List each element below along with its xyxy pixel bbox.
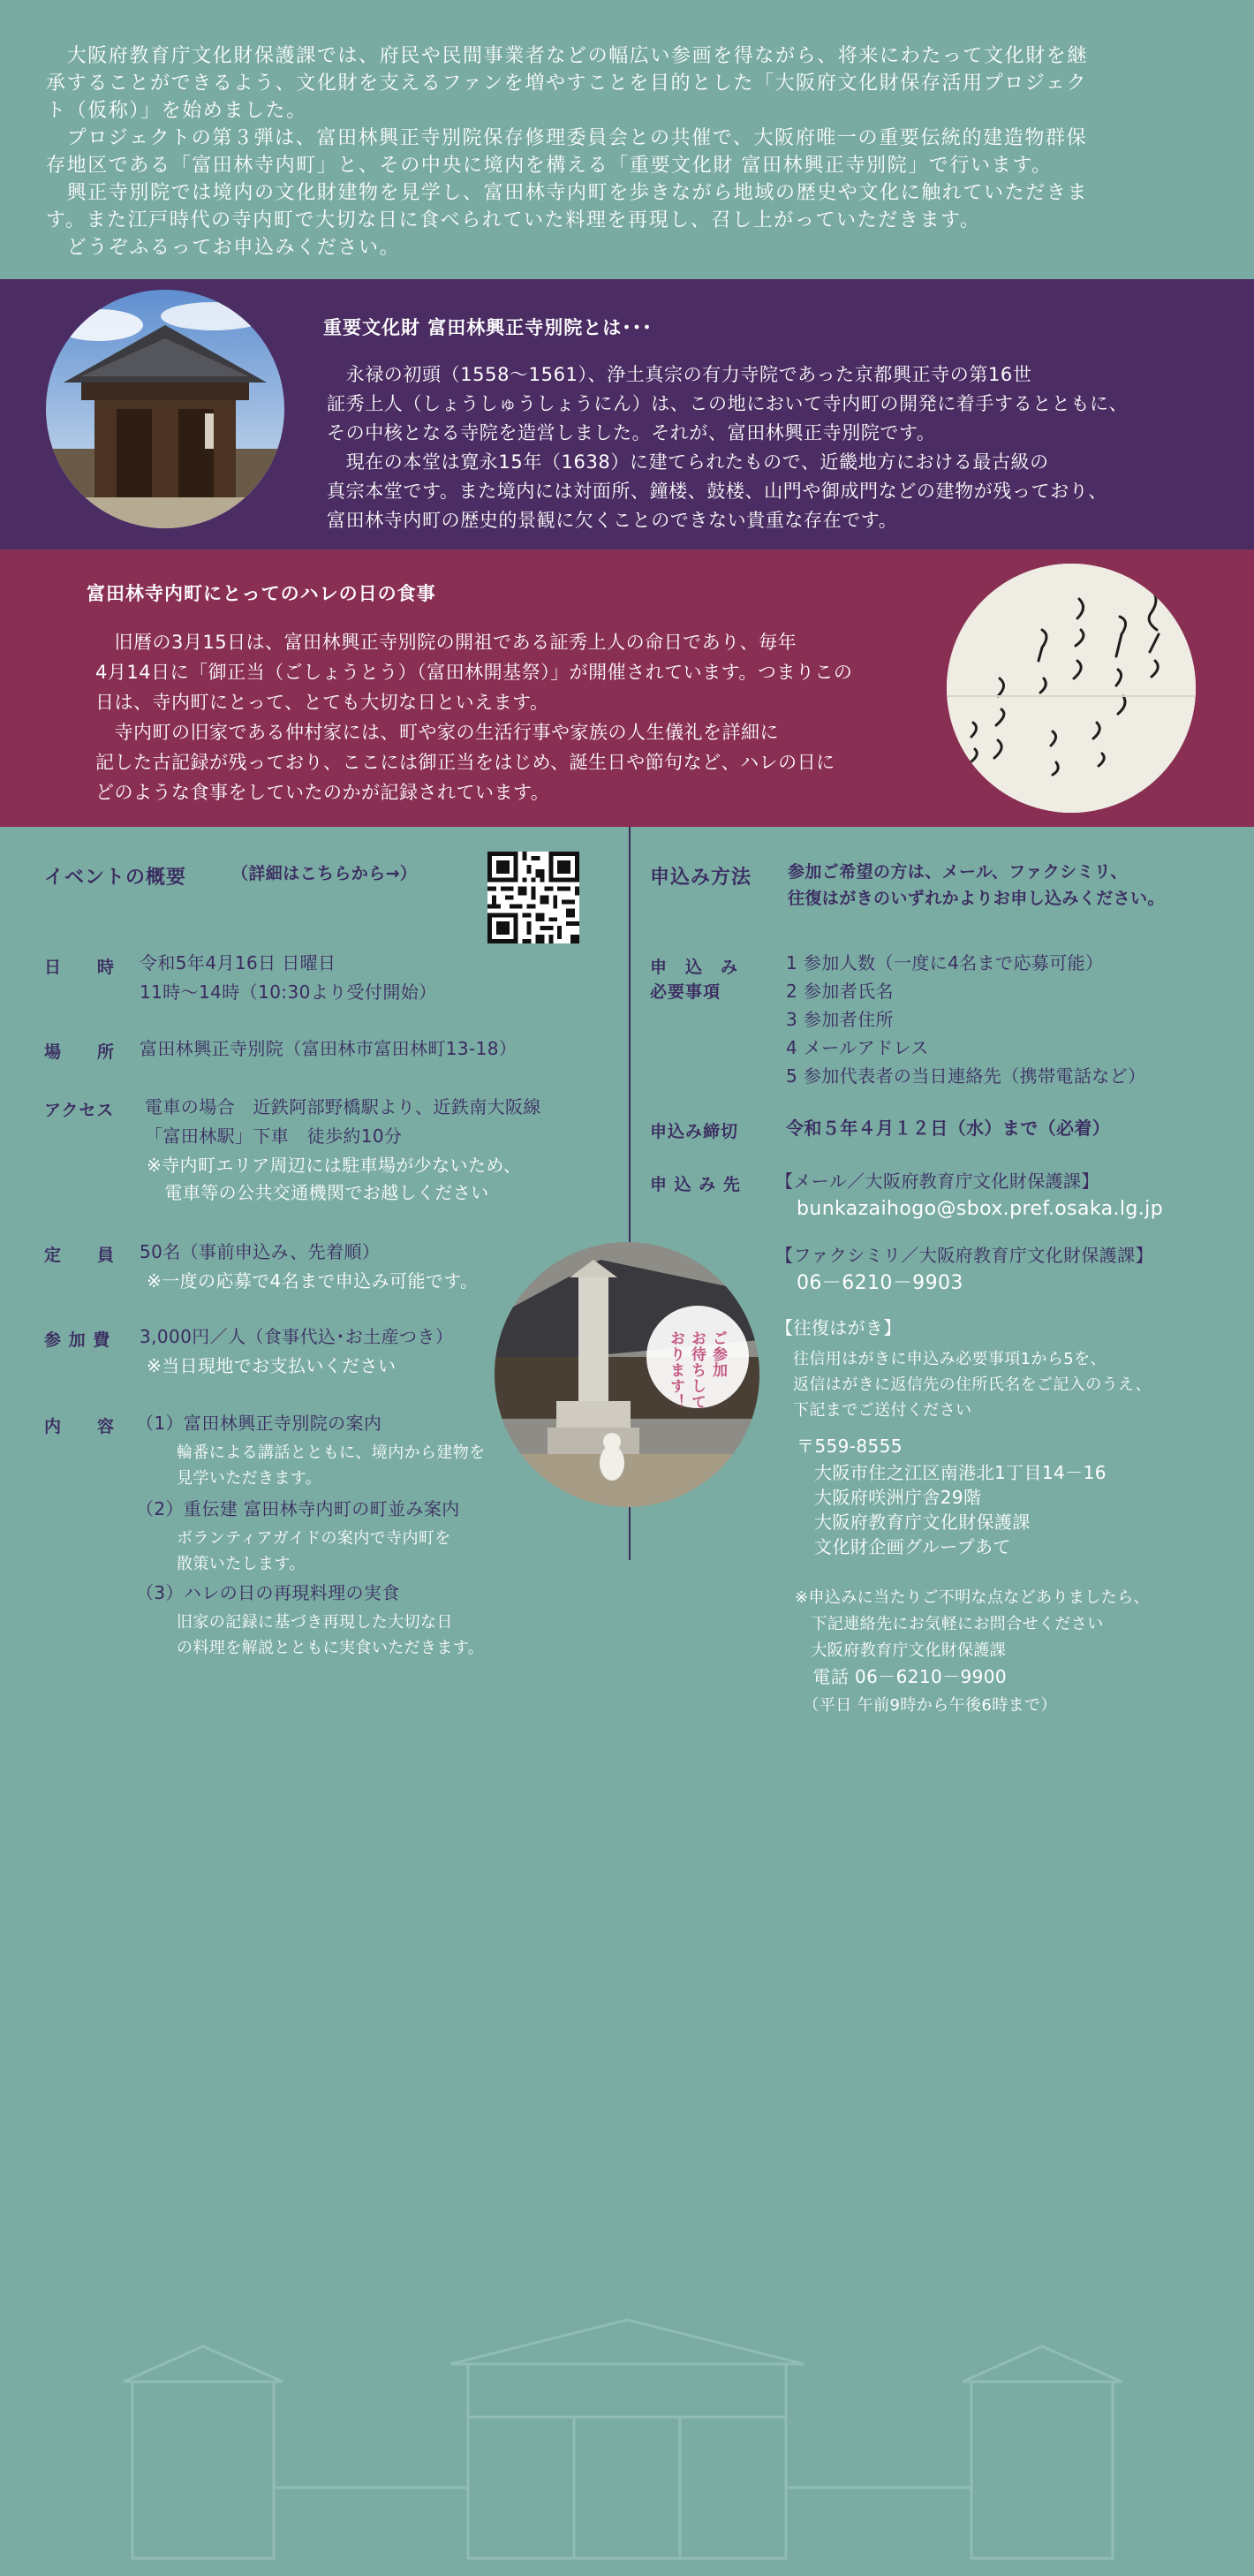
access-line: 電車の場合 近鉄阿部野橋駅より、近鉄南大阪線 bbox=[145, 1096, 541, 1118]
intro-line: プロジェクトの第３弾は、富田林興正寺別院保存修理委員会との共催で、大阪府唯一の重要伝統的建造物群保 bbox=[46, 127, 1088, 149]
intro-line: 大阪府教育庁文化財保護課では、府民や民間事業者などの幅広い参画を得ながら、将来にわたって文化財を継 bbox=[46, 45, 1089, 67]
content-item-desc: 輪番による講話とともに、境内から建物を bbox=[177, 1443, 486, 1462]
intro-line: 存地区である「富田林寺内町」と、その中央に境内を構える「重要文化財 富田林興正寺別院」で行います。 bbox=[46, 155, 1053, 177]
hare-line: どのような食事をしていたのかが記録されています。 bbox=[95, 782, 550, 803]
qr-code-icon bbox=[487, 852, 579, 943]
temple-line: その中核となる寺院を造営しました。それが、富田林興正寺別院です。 bbox=[327, 422, 936, 443]
temple-line: 真宗本堂です。また境内には対面所、鐘楼、鼓楼、山門や御成門などの建物が残っており、 bbox=[327, 481, 1107, 502]
required-label: 必要事項 bbox=[650, 982, 721, 1002]
address-line: 大阪市住之江区南港北1丁目14－16 bbox=[814, 1462, 1107, 1483]
inquiry-line: 大阪府教育庁文化財保護課 bbox=[795, 1641, 1007, 1660]
welcome-bubble bbox=[658, 1330, 729, 1410]
hare-line: 記した古記録が残っており、ここには御正当をはじめ、誕生日や節句など、ハレの日に bbox=[95, 752, 835, 773]
deadline-value: 令和５年４月１２日（水）まで（必着） bbox=[786, 1118, 1111, 1139]
content-item-title: （2）重伝建 富田林寺内町の町並み案内 bbox=[136, 1498, 460, 1519]
required-item: 1 参加人数（一度に4名まで応募可能） bbox=[786, 952, 1104, 974]
hare-line: 4月14日に「御正当（ごしょうとう）（富田林開基祭）」が開催されています。つまりこの bbox=[95, 662, 853, 683]
event-heading: イベントの概要 bbox=[44, 867, 187, 889]
postcard-line: 下記までご送付ください bbox=[793, 1401, 972, 1420]
fax-title: 【ファクシミリ／大阪府教育庁文化財保護課】 bbox=[775, 1245, 1153, 1266]
welcome-bubble-line: お待ちして bbox=[688, 1330, 706, 1410]
email-address[interactable]: bunkazaihogo@sbox.pref.osaka.lg.jp bbox=[797, 1198, 1164, 1220]
hare-line: 寺内町の旧家である仲村家には、町や家の生活行事や家族の人生儀礼を詳細に bbox=[95, 722, 779, 743]
content-item-desc: 散策いたします。 bbox=[177, 1555, 306, 1573]
inquiry-line: ※申込みに当たりご不明な点などありましたら、 bbox=[795, 1588, 1150, 1607]
temple-line: 富田林寺内町の歴史的景観に欠くことのできない貴重な存在です。 bbox=[327, 510, 898, 531]
address-line: 大阪府教育庁文化財保護課 bbox=[814, 1512, 1031, 1533]
content-item-desc: の料理を解説とともに実食いただきます。 bbox=[177, 1639, 485, 1657]
fee-label: 参 加 費 bbox=[44, 1330, 111, 1350]
temple-line: 永禄の初頭（1558～1561）、浄土真宗の有力寺院であった京都興正寺の第16世 bbox=[327, 364, 1032, 385]
inquiry-hours: （平日 午前9時から午後6時まで） bbox=[795, 1696, 1057, 1715]
apply-intro: 往復はがきのいずれかよりお申し込みください。 bbox=[788, 889, 1165, 908]
capacity-note: ※一度の応募で4名まで申込み可能です。 bbox=[147, 1270, 479, 1292]
access-line: 「富田林駅」下車 徒歩約10分 bbox=[145, 1125, 403, 1147]
intro-line: す。また江戸時代の寺内町で大切な日に食べられていた料理を再現し、召し上がっていただきます。 bbox=[46, 209, 981, 231]
temple-line: 現在の本堂は寛永15年（1638）に建てられたもので、近畿地方における最古級の bbox=[327, 451, 1049, 473]
content-item-title: （3）ハレの日の再現料理の実食 bbox=[136, 1582, 400, 1603]
fee-note: ※当日現地でお支払いください bbox=[147, 1355, 397, 1376]
hare-heading: 富田林寺内町にとってのハレの日の食事 bbox=[87, 583, 436, 604]
temple-heading: 重要文化財 富田林興正寺別院とは･･･ bbox=[323, 317, 653, 338]
temple-description bbox=[327, 360, 1183, 535]
email-title: 【メール／大阪府教育庁文化財保護課】 bbox=[775, 1171, 1099, 1192]
hare-line: 旧暦の3月15日は、富田林興正寺別院の開祖である証秀上人の命日であり、毎年 bbox=[95, 632, 797, 653]
apply-heading: 申込み方法 bbox=[650, 867, 752, 889]
postcard-line: 返信はがきに返信先の住所氏名をご記入のうえ、 bbox=[793, 1375, 1152, 1394]
temple-gate-photo bbox=[46, 290, 284, 528]
required-item: 5 参加代表者の当日連絡先（携帯電話など） bbox=[786, 1065, 1146, 1087]
date-label: 日 時 bbox=[44, 958, 116, 977]
inquiry-phone: 電話 06－6210－9900 bbox=[795, 1666, 1008, 1687]
required-item: 2 参加者氏名 bbox=[786, 981, 894, 1002]
access-note: 電車等の公共交通機関でお越しください bbox=[147, 1182, 489, 1203]
hare-line: 日は、寺内町にとって、とても大切な日といえます。 bbox=[95, 692, 549, 713]
place-label: 場 所 bbox=[44, 1042, 116, 1062]
content-item-title: （1）富田林興正寺別院の案内 bbox=[136, 1413, 382, 1434]
intro-text bbox=[46, 42, 1220, 261]
content-label: 内 容 bbox=[44, 1417, 116, 1436]
access-note: ※寺内町エリア周辺には駐車場が少ないため、 bbox=[147, 1155, 522, 1176]
intro-section bbox=[0, 0, 1254, 279]
details-link[interactable]: （詳細はこちらから→） bbox=[231, 864, 418, 883]
address-line: 文化財企画グループあて bbox=[814, 1536, 1011, 1557]
intro-line: 承することができるよう、文化財を支えるファンを増やすことを目的とした「大阪府文化財保存活用プロジェク bbox=[46, 72, 1088, 95]
qr-code[interactable] bbox=[487, 852, 579, 943]
address-line: 大阪府咲洲庁舎29階 bbox=[814, 1487, 982, 1508]
postal-code: 〒559-8555 bbox=[797, 1436, 903, 1457]
postcard-title: 【往復はがき】 bbox=[775, 1317, 902, 1338]
inquiry-line: 下記連絡先にお気軽にお問合せください bbox=[795, 1615, 1104, 1633]
time-value: 11時～14時（10:30より受付開始） bbox=[140, 981, 437, 1003]
required-label: 申 込 み bbox=[650, 958, 739, 977]
intro-line: 興正寺別院では境内の文化財建物を見学し、富田林寺内町を歩きながら地域の歴史や文化に触れていただきま bbox=[46, 182, 1089, 204]
content-item-desc: 旧家の記録に基づき再現した大切な日 bbox=[177, 1613, 453, 1632]
intro-line: ト（仮称）」を始めました。 bbox=[46, 100, 307, 122]
temple-outline-illustration bbox=[97, 2311, 1157, 2576]
fax-number: 06－6210－9903 bbox=[797, 1272, 963, 1294]
welcome-bubble-line: ご参加 bbox=[709, 1330, 727, 1378]
capacity-value: 50名（事前申込み、先着順） bbox=[140, 1241, 381, 1262]
date-value: 令和5年4月16日 日曜日 bbox=[140, 952, 336, 974]
required-item: 3 参加者住所 bbox=[786, 1009, 894, 1030]
manuscript-photo bbox=[947, 564, 1196, 813]
deadline-label: 申込み締切 bbox=[650, 1122, 739, 1141]
apply-intro: 参加ご希望の方は、メール、ファクシミリ、 bbox=[788, 862, 1128, 882]
postcard-line: 往信用はがきに申込み必要事項1から5を、 bbox=[793, 1350, 1107, 1368]
temple-line: 証秀上人（しょうしゅうしょうにん）は、この地において寺内町の開発に着手するとともに、 bbox=[327, 393, 1129, 414]
hare-description bbox=[95, 627, 908, 807]
welcome-bubble-line: おります！ bbox=[667, 1330, 684, 1410]
access-label: アクセス bbox=[44, 1101, 115, 1120]
content-item-desc: ボランティアガイドの案内で寺内町を bbox=[177, 1529, 451, 1548]
fee-value: 3,000円／人（食事代込･お土産つき） bbox=[140, 1326, 454, 1347]
required-item: 4 メールアドレス bbox=[786, 1037, 929, 1058]
destination-label: 申 込 み 先 bbox=[650, 1175, 741, 1194]
intro-line: どうぞふるってお申込みください。 bbox=[46, 237, 401, 259]
place-value: 富田林興正寺別院（富田林市富田林町13-18） bbox=[140, 1038, 517, 1059]
content-item-desc: 見学いただきます。 bbox=[177, 1469, 322, 1488]
capacity-label: 定 員 bbox=[44, 1246, 116, 1265]
